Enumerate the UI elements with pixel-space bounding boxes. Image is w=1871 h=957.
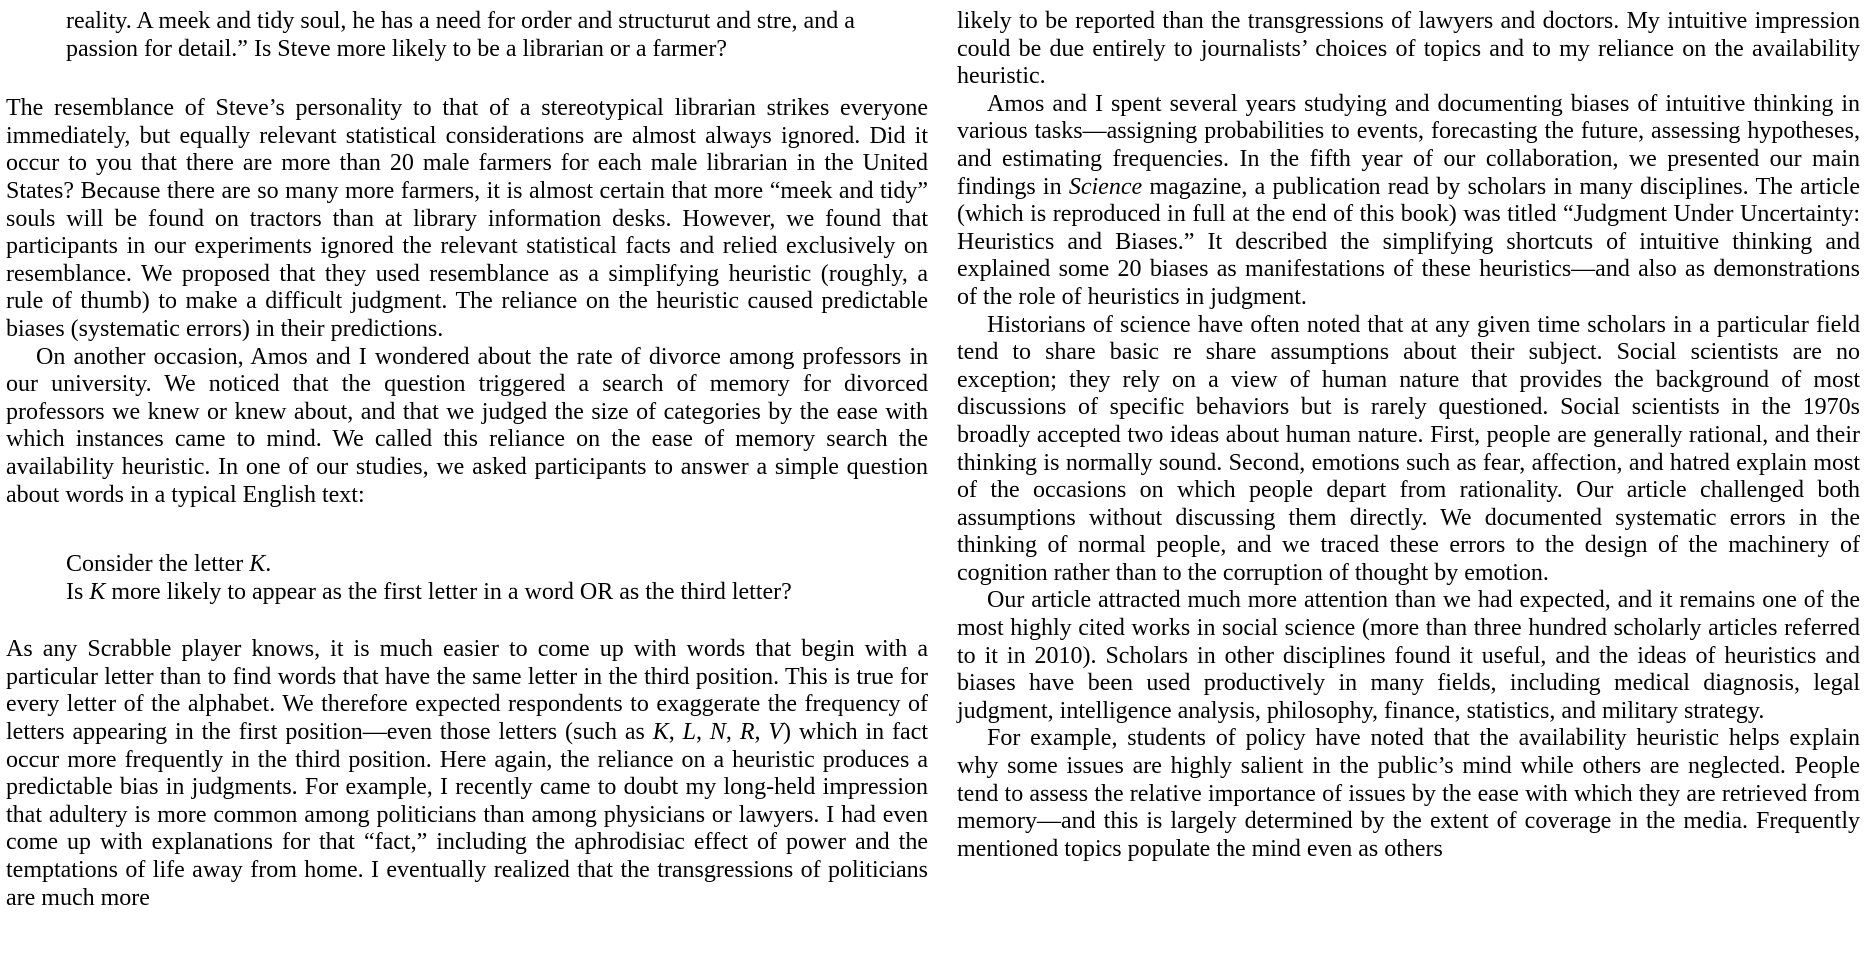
italic-text-segment: V (768, 719, 784, 746)
paragraph-resemblance (6, 95, 928, 343)
italic-text-segment: K (652, 719, 669, 746)
text-segment: On another occasion, Amos and I wondered about the rate of divorce among professors in our university. We noticed that the question triggered a search of memory for divorced professors we knew or knew about, and that we judged the size of categories by the ease with which instances came to mind. We called this reliance on the ease of memory search the availability heuristic. In one of our studies, we asked participants to answer a simple question about words in a typical English text: (6, 343, 928, 508)
text-segment: The resemblance of Steve’s personality to that of a stereotypical librarian strikes everyone immediately, but equally relevant statistical considerations are almost always ignored. Did it occur to you that there are more than 20 male farmers for each male librarian in the United States? Because there are so many more farmers, it is almost certain that more “meek and tidy” souls will be found on tractors than at library information desks. However, we found that participants in our experiments ignored the relevant statistical facts and relied exclusively on resemblance. We proposed that they used resemblance as a simplifying heuristic (roughly, a rule of thumb) to make a difficult judgment. The reliance on the heuristic caused predictable biases (systematic errors) in their predictions. (6, 95, 928, 342)
italic-text-segment: Science (1068, 173, 1143, 200)
text-segment: As any Scrabble player knows, it is much easier to come up with words that begin with a particular letter than to find words that have the same letter in the third position. This is true for every letter of the alphabet. We therefore expected respondents to exaggerate the frequency of letters appearing in the first position—even those letters (such as (6, 636, 928, 746)
quote-line-consider-k (66, 551, 928, 579)
quote-line-is-k (66, 579, 928, 607)
text-segment: , (754, 719, 769, 746)
text-segment: , (668, 719, 683, 746)
paragraph-science-article (957, 91, 1860, 312)
text-segment: Our article attracted much more attention than we had expected, and it remains one of the most highly cited works in social science (more than three hundred scholarly articles referred to it in 2010). Scholars in other disciplines found it useful, and the ideas of heuristics and biases have been used productively in many fields, including medical diagnosis, legal judgment, intelligence analysis, philosophy, finance, statistics, and military strategy. (957, 587, 1860, 724)
paragraph-historians (957, 312, 1860, 588)
italic-text-segment: K (89, 578, 106, 605)
paragraph-policy-students (957, 725, 1860, 863)
text-segment: Is (66, 578, 90, 605)
text-segment: more likely to appear as the first letter in a word OR as the third letter? (105, 578, 792, 605)
text-segment: , (725, 719, 740, 746)
text-segment: , (696, 719, 710, 746)
italic-text-segment: N (709, 719, 726, 746)
paragraph-journalists (957, 8, 1860, 91)
text-segment: likely to be reported than the transgressions of lawyers and doctors. My intuitive impression could be due entirely to journalists’ choices of topics and to my reliance on the availability heuristic. (957, 8, 1860, 90)
italic-text-segment: K (249, 551, 266, 578)
right-page-column (957, 8, 1860, 863)
text-segment: reality. A meek and tidy soul, he has a need for order and structurut and stre, and a passion for detail.” Is Steve more likely to be a librarian or a farmer? (66, 8, 855, 62)
text-segment: . (265, 551, 272, 578)
text-segment: Amos and I spent several years studying and documenting biases of intuitive thinking in various tasks—assigning probabilities to events, forecasting the future, assessing hypotheses, and estimating frequencies. In the fifth year of our collaboration, we presented our main findings in (957, 90, 1860, 200)
text-segment: For example, students of policy have noted that the availability heuristic helps explain why some issues are highly salient in the public’s mind while others are neglected. People tend to assess the relative importance of issues by the ease with which they are retrieved from memory—and this is largely determined by the extent of coverage in the media. Frequently mentioned topics populate the mind even as others (957, 725, 1860, 862)
text-segment: ) which in fact occur more frequently in the third position. Here again, the reliance on a heuristic produces a predictable bias in judgments. For example, I recently came to doubt my long-held impression that adultery is more common among politicians than among physicians or lawyers. I had even come up with explanations for that “fact,” including the aphrodisiac effect of power and the temptations of life away from home. I eventually realized that the transgressions of politicians are much more (6, 719, 928, 911)
paragraph-divorce-rate (6, 344, 928, 510)
blockquote-letter-k (66, 551, 928, 606)
blockquote-steve-description (66, 8, 910, 63)
text-segment: Consider the letter (66, 551, 250, 578)
paragraph-article-impact (957, 587, 1860, 725)
left-page-column (6, 8, 928, 912)
paragraph-scrabble (6, 636, 928, 912)
text-segment: Historians of science have often noted that at any given time scholars in a particular field tend to share basic re share assumptions about their subject. Social scientists are no exception; they rely on a view of human nature that provides the background of most discussions of specific behaviors but is rarely questioned. Social scientists in the 1970s broadly accepted two ideas about human nature. First, people are generally rational, and their thinking is normally sound. Second, emotions such as fear, affection, and hatred explain most of the occasions on which people depart from rationality. Our article challenged both assumptions without discussing them directly. We documented systematic errors in the thinking of normal people, and we traced these errors to the design of the machinery of cognition rather than to the corruption of thought by emotion. (957, 311, 1860, 586)
italic-text-segment: L (682, 719, 697, 746)
text-segment: magazine, a publication read by scholars in many disciplines. The article (which is reproduced in full at the end of this book) was titled “Judgment Under Uncertainty: Heuristics and Biases.” It described the simplifying shortcuts of intuitive thinking and explained some 20 biases as manifestations of these heuristics—and also as demonstrations of the role of heuristics in judgment. (957, 173, 1860, 310)
italic-text-segment: R (739, 719, 755, 746)
